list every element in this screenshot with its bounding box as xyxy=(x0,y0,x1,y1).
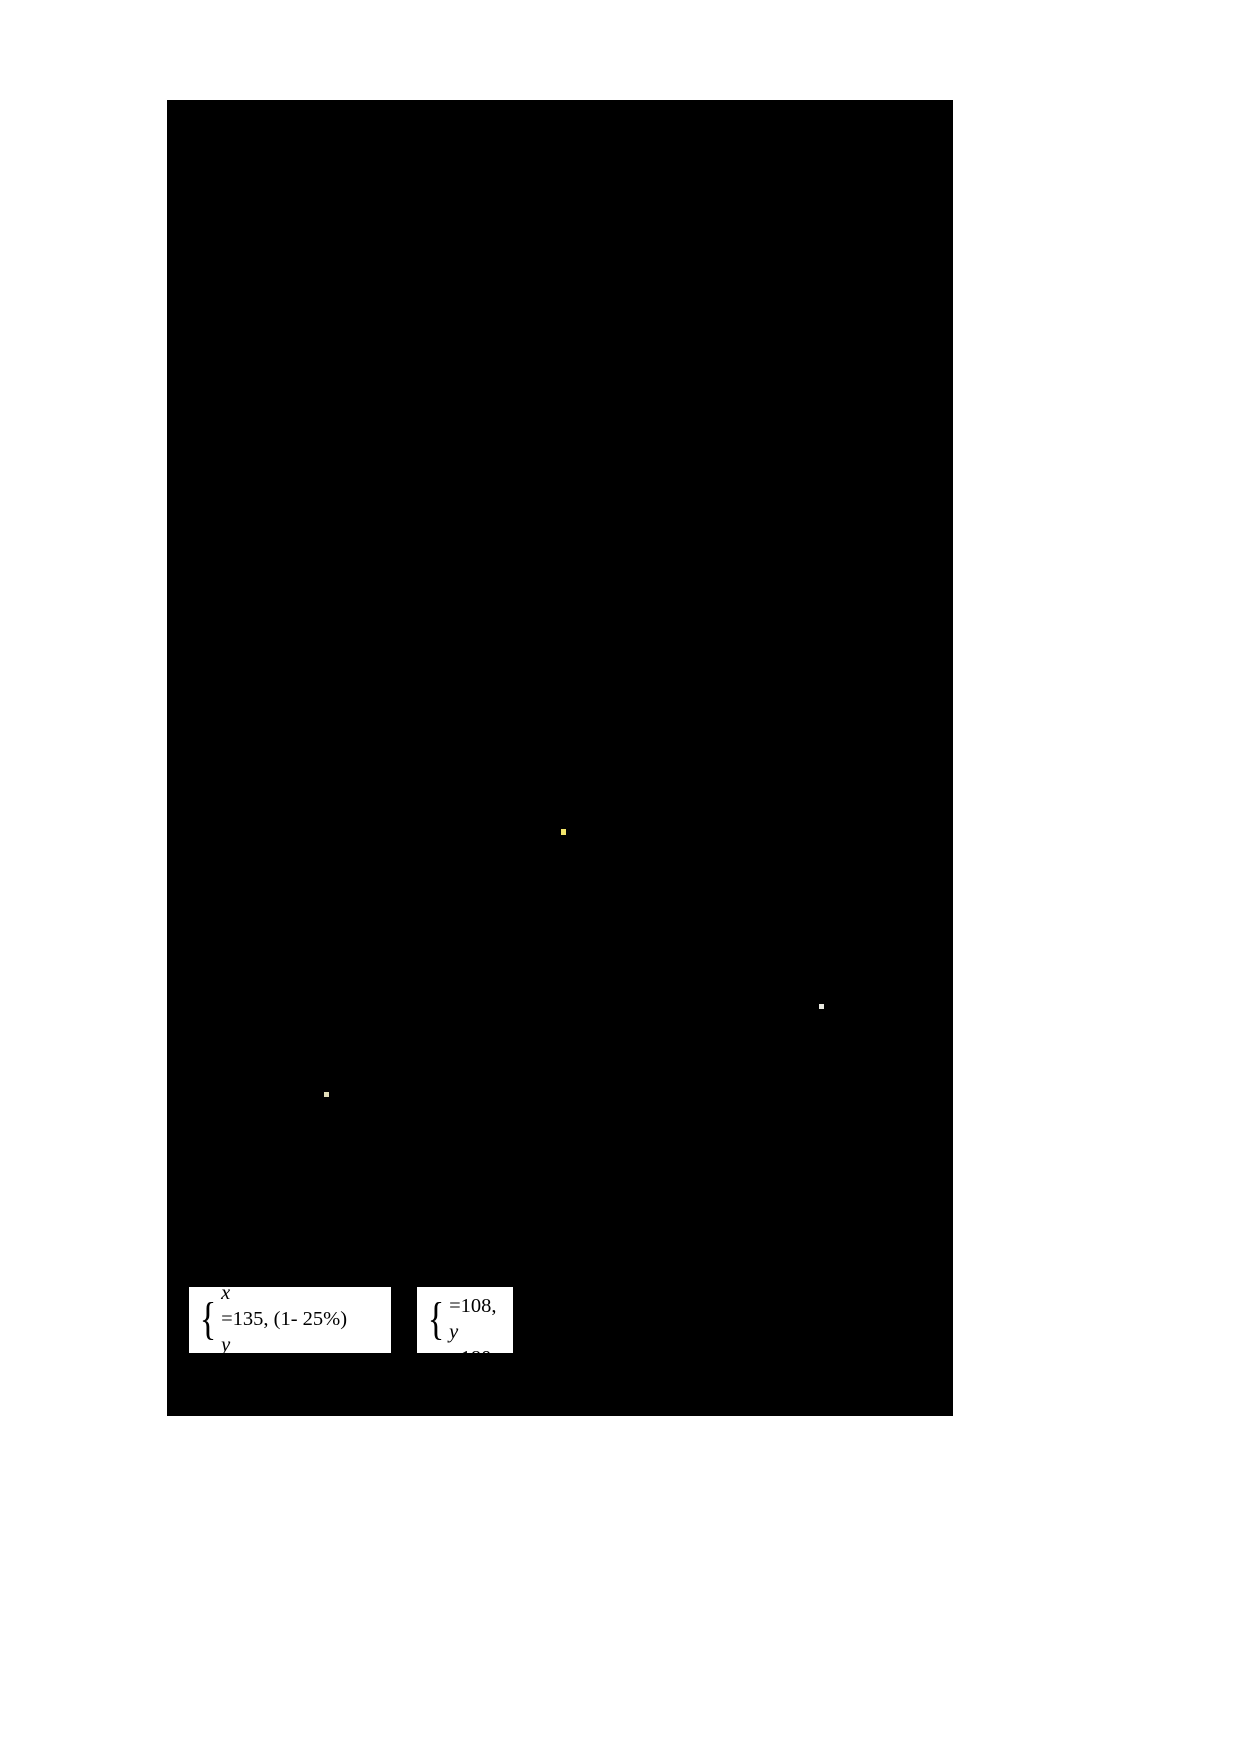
left-brace-icon: { xyxy=(199,1293,217,1344)
equation-lines-left: (1+ 25%) x =135, (1- 25%) y =135. xyxy=(221,1256,348,1382)
artifact-speck-1 xyxy=(561,829,566,835)
equation-lines-right: x =108, y =180. xyxy=(449,1269,497,1369)
artifact-speck-2 xyxy=(819,1004,824,1009)
equation-system-left xyxy=(189,1256,391,1382)
equation-system-right xyxy=(417,1269,513,1369)
artifact-speck-3 xyxy=(324,1092,329,1097)
left-brace-icon: { xyxy=(427,1293,445,1344)
document-page xyxy=(167,100,953,1416)
